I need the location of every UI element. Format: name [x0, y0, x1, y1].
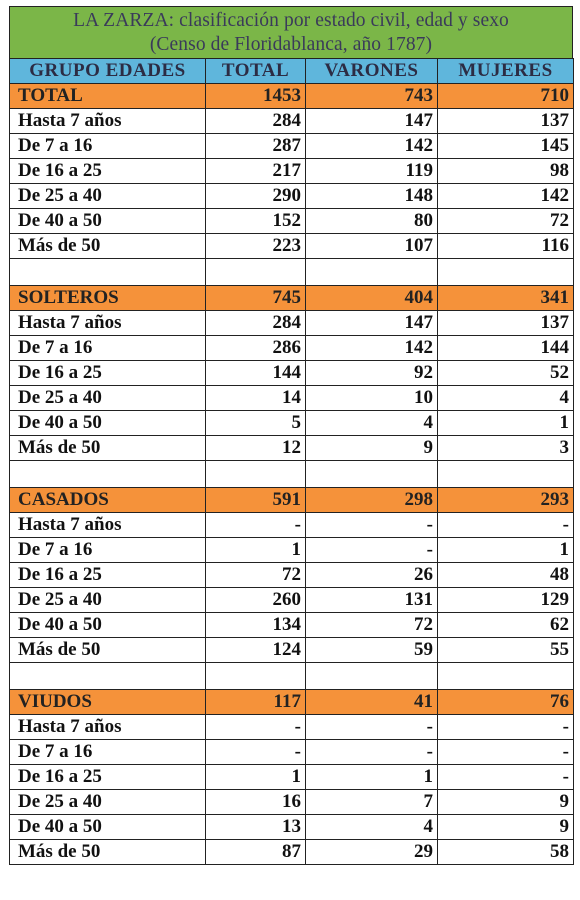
age-group-label: De 7 a 16 [10, 740, 206, 765]
total-value: 284 [206, 109, 306, 134]
total-value: 13 [206, 815, 306, 840]
group-total: 745 [206, 286, 306, 311]
group-label: CASADOS [10, 488, 206, 513]
table-row [10, 436, 574, 461]
varones-value: 29 [306, 840, 438, 865]
total-value: 1 [206, 765, 306, 790]
age-group-label: De 40 a 50 [10, 613, 206, 638]
mujeres-value: - [438, 513, 574, 538]
varones-value: 26 [306, 563, 438, 588]
table-row [10, 209, 574, 234]
group-row [10, 84, 574, 109]
table-row [10, 840, 574, 865]
empty-cell [10, 461, 206, 488]
table-row [10, 234, 574, 259]
age-group-label: Hasta 7 años [10, 513, 206, 538]
empty-cell [10, 259, 206, 286]
varones-value: 7 [306, 790, 438, 815]
mujeres-value: 144 [438, 336, 574, 361]
age-group-label: De 25 a 40 [10, 386, 206, 411]
varones-value: 131 [306, 588, 438, 613]
age-group-label: Hasta 7 años [10, 715, 206, 740]
group-row [10, 690, 574, 715]
group-row [10, 286, 574, 311]
age-group-label: De 7 a 16 [10, 538, 206, 563]
varones-value: 80 [306, 209, 438, 234]
empty-cell [306, 259, 438, 286]
mujeres-value: 48 [438, 563, 574, 588]
mujeres-value: - [438, 765, 574, 790]
table-row [10, 538, 574, 563]
mujeres-value: 58 [438, 840, 574, 865]
mujeres-value: 4 [438, 386, 574, 411]
table-row [10, 336, 574, 361]
age-group-label: Hasta 7 años [10, 311, 206, 336]
table-row [10, 740, 574, 765]
mujeres-value: 137 [438, 311, 574, 336]
total-value: 290 [206, 184, 306, 209]
empty-cell [10, 663, 206, 690]
group-mujeres: 341 [438, 286, 574, 311]
group-mujeres: 710 [438, 84, 574, 109]
total-value: - [206, 715, 306, 740]
empty-cell [438, 663, 574, 690]
age-group-label: Hasta 7 años [10, 109, 206, 134]
total-value: 284 [206, 311, 306, 336]
group-label: SOLTEROS [10, 286, 206, 311]
group-total: 1453 [206, 84, 306, 109]
total-value: 5 [206, 411, 306, 436]
varones-value: - [306, 513, 438, 538]
mujeres-value: 9 [438, 790, 574, 815]
varones-value: 148 [306, 184, 438, 209]
varones-value: 107 [306, 234, 438, 259]
varones-value: 59 [306, 638, 438, 663]
empty-cell [306, 461, 438, 488]
title-line-2: (Censo de Floridablanca, año 1787) [149, 34, 433, 55]
mujeres-value: 62 [438, 613, 574, 638]
table-title [9, 6, 573, 58]
age-group-label: De 16 a 25 [10, 765, 206, 790]
age-group-label: De 7 a 16 [10, 336, 206, 361]
header-mujeres: MUJERES [438, 59, 574, 84]
varones-value: 142 [306, 134, 438, 159]
varones-value: 142 [306, 336, 438, 361]
table-row [10, 411, 574, 436]
age-group-label: De 7 a 16 [10, 134, 206, 159]
table-row [10, 588, 574, 613]
census-table [9, 58, 574, 865]
age-group-label: Más de 50 [10, 234, 206, 259]
age-group-label: De 25 a 40 [10, 184, 206, 209]
empty-cell [206, 259, 306, 286]
total-value: 1 [206, 538, 306, 563]
group-mujeres: 76 [438, 690, 574, 715]
total-value: 287 [206, 134, 306, 159]
mujeres-value: 142 [438, 184, 574, 209]
mujeres-value: 98 [438, 159, 574, 184]
empty-cell [306, 663, 438, 690]
table-row [10, 815, 574, 840]
total-value: 14 [206, 386, 306, 411]
mujeres-value: 145 [438, 134, 574, 159]
mujeres-value: 9 [438, 815, 574, 840]
table-header-row [10, 59, 574, 84]
spacer-row [10, 663, 574, 690]
spacer-row [10, 259, 574, 286]
varones-value: 147 [306, 311, 438, 336]
mujeres-value: 1 [438, 411, 574, 436]
census-table-sheet [9, 6, 573, 865]
total-value: 260 [206, 588, 306, 613]
group-varones: 298 [306, 488, 438, 513]
total-value: 223 [206, 234, 306, 259]
mujeres-value: 3 [438, 436, 574, 461]
empty-cell [438, 259, 574, 286]
age-group-label: De 16 a 25 [10, 159, 206, 184]
total-value: 217 [206, 159, 306, 184]
varones-value: 119 [306, 159, 438, 184]
age-group-label: De 25 a 40 [10, 588, 206, 613]
varones-value: 147 [306, 109, 438, 134]
varones-value: 72 [306, 613, 438, 638]
empty-cell [438, 461, 574, 488]
varones-value: 92 [306, 361, 438, 386]
total-value: 144 [206, 361, 306, 386]
age-group-label: De 40 a 50 [10, 815, 206, 840]
age-group-label: Más de 50 [10, 638, 206, 663]
total-value: - [206, 513, 306, 538]
mujeres-value: - [438, 715, 574, 740]
table-row [10, 361, 574, 386]
table-row [10, 184, 574, 209]
group-varones: 404 [306, 286, 438, 311]
table-row [10, 159, 574, 184]
total-value: 124 [206, 638, 306, 663]
group-total: 117 [206, 690, 306, 715]
title-line-1: LA ZARZA: clasificación por estado civil, edad y sexo [73, 10, 509, 31]
group-label: VIUDOS [10, 690, 206, 715]
age-group-label: Más de 50 [10, 436, 206, 461]
table-row [10, 765, 574, 790]
total-value: 87 [206, 840, 306, 865]
mujeres-value: 116 [438, 234, 574, 259]
varones-value: 4 [306, 815, 438, 840]
group-label: TOTAL [10, 84, 206, 109]
varones-value: 10 [306, 386, 438, 411]
spacer-row [10, 461, 574, 488]
varones-value: 1 [306, 765, 438, 790]
total-value: 286 [206, 336, 306, 361]
table-body [10, 59, 574, 865]
mujeres-value: 55 [438, 638, 574, 663]
table-row [10, 715, 574, 740]
age-group-label: De 40 a 50 [10, 209, 206, 234]
total-value: 134 [206, 613, 306, 638]
age-group-label: Más de 50 [10, 840, 206, 865]
table-row [10, 790, 574, 815]
mujeres-value: 72 [438, 209, 574, 234]
total-value: 72 [206, 563, 306, 588]
empty-cell [206, 663, 306, 690]
varones-value: - [306, 740, 438, 765]
table-row [10, 311, 574, 336]
table-row [10, 638, 574, 663]
table-row [10, 613, 574, 638]
group-mujeres: 293 [438, 488, 574, 513]
mujeres-value: - [438, 740, 574, 765]
total-value: 152 [206, 209, 306, 234]
mujeres-value: 52 [438, 361, 574, 386]
total-value: 16 [206, 790, 306, 815]
table-row [10, 563, 574, 588]
table-row [10, 134, 574, 159]
mujeres-value: 129 [438, 588, 574, 613]
table-row [10, 109, 574, 134]
group-total: 591 [206, 488, 306, 513]
age-group-label: De 16 a 25 [10, 563, 206, 588]
total-value: - [206, 740, 306, 765]
varones-value: - [306, 538, 438, 563]
mujeres-value: 137 [438, 109, 574, 134]
varones-value: 9 [306, 436, 438, 461]
age-group-label: De 40 a 50 [10, 411, 206, 436]
empty-cell [206, 461, 306, 488]
table-row [10, 513, 574, 538]
age-group-label: De 25 a 40 [10, 790, 206, 815]
header-grupo-edades: GRUPO EDADES [10, 59, 206, 84]
total-value: 12 [206, 436, 306, 461]
group-varones: 41 [306, 690, 438, 715]
varones-value: 4 [306, 411, 438, 436]
table-row [10, 386, 574, 411]
header-total: TOTAL [206, 59, 306, 84]
group-varones: 743 [306, 84, 438, 109]
header-varones: VARONES [306, 59, 438, 84]
group-row [10, 488, 574, 513]
age-group-label: De 16 a 25 [10, 361, 206, 386]
varones-value: - [306, 715, 438, 740]
mujeres-value: 1 [438, 538, 574, 563]
